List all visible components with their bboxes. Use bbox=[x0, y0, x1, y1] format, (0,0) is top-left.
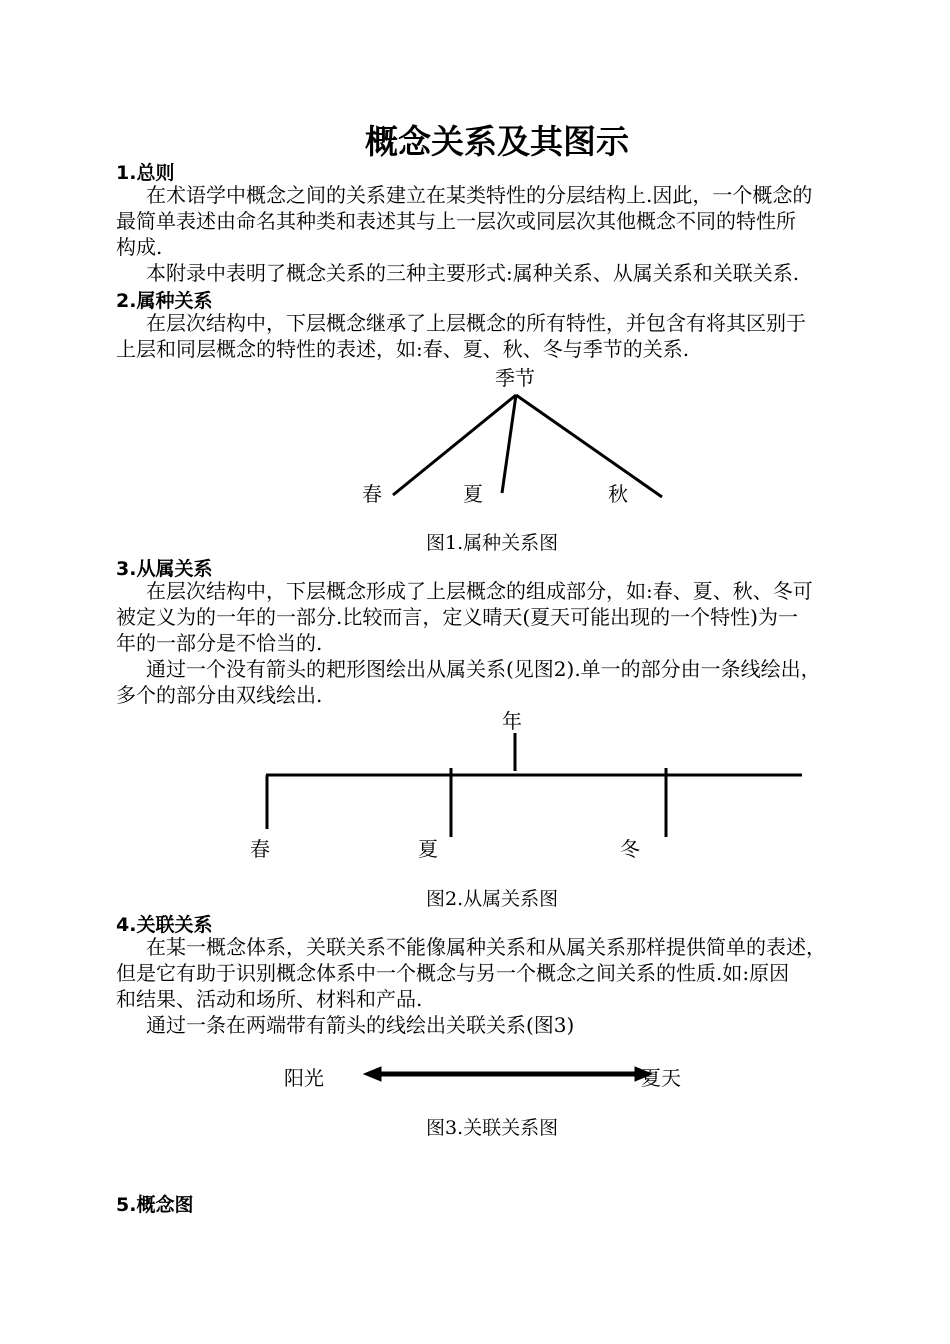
section-1-text-line: 在术语学中概念之间的关系建立在某类特性的分层结构上.因此，一个概念的 bbox=[146, 183, 813, 207]
section-5-heading: 5.概念图 bbox=[116, 1194, 194, 1216]
figure-3-label-sunlight: 阳光 bbox=[284, 1066, 324, 1090]
figure-2-label-year: 年 bbox=[502, 709, 522, 733]
section-3-text-line: 在层次结构中，下层概念形成了上层概念的组成部分，如:春、夏、秋、冬可 bbox=[146, 579, 813, 603]
section-1-heading: 1.总则 bbox=[116, 162, 175, 184]
section-1-text-line: 本附录中表明了概念关系的三种主要形式:属种关系、从属关系和关联关系. bbox=[146, 261, 800, 285]
figure-2-label-summer: 夏 bbox=[418, 837, 438, 861]
figure-1-label-season: 季节 bbox=[495, 366, 535, 390]
section-3-text-line: 通过一个没有箭头的耙形图绘出从属关系(见图2).单一的部分由一条线绘出， bbox=[146, 657, 821, 681]
figure-1-branch-summer bbox=[502, 395, 516, 493]
figure-3-arrowhead-left bbox=[364, 1067, 381, 1081]
section-2-heading: 2.属种关系 bbox=[116, 290, 213, 312]
section-3-text-line: 年的一部分是不恰当的. bbox=[116, 631, 323, 655]
section-4-text-line: 但是它有助于识别概念体系中一个概念与另一个概念之间关系的性质.如:原因 bbox=[116, 961, 790, 985]
figure-3-caption: 图3.关联关系图 bbox=[426, 1117, 559, 1139]
figure-2-caption: 图2.从属关系图 bbox=[426, 888, 559, 910]
page-title: 概念关系及其图示 bbox=[365, 122, 629, 161]
figure-2-label-winter: 冬 bbox=[620, 837, 640, 861]
section-2-text-line: 上层和同层概念的特性的表述，如:春、夏、秋、冬与季节的关系. bbox=[116, 337, 690, 361]
section-1-text-line: 最简单表述由命名其种类和表述其与上一层次或同层次其他概念不同的特性所 bbox=[116, 209, 796, 233]
figure-1-branch-spring bbox=[393, 395, 516, 495]
figure-2-label-spring: 春 bbox=[250, 837, 270, 861]
figure-1-branch-autumn bbox=[516, 395, 662, 497]
section-3-text-line: 被定义为的一年的一部分.比较而言，定义晴天(夏天可能出现的一个特性)为一 bbox=[116, 605, 798, 629]
section-3-heading: 3.从属关系 bbox=[116, 558, 213, 580]
section-3-text-line: 多个的部分由双线绘出. bbox=[116, 683, 323, 707]
figure-1-label-spring: 春 bbox=[362, 482, 382, 506]
section-2-text-line: 在层次结构中，下层概念继承了上层概念的所有特性，并包含有将其区别于 bbox=[146, 311, 806, 335]
figure-1-caption: 图1.属种关系图 bbox=[426, 532, 559, 554]
figure-3-label-summer: 夏天 bbox=[641, 1066, 681, 1090]
figure-1-label-autumn: 秋 bbox=[608, 482, 628, 506]
figure-1-label-summer: 夏 bbox=[463, 482, 483, 506]
section-4-text-line: 在某一概念体系，关联关系不能像属种关系和从属关系那样提供简单的表述， bbox=[146, 935, 826, 959]
section-1-text-line: 构成. bbox=[116, 235, 163, 259]
section-4-text-line: 和结果、活动和场所、材料和产品. bbox=[116, 987, 423, 1011]
section-4-heading: 4.关联关系 bbox=[116, 914, 213, 936]
section-4-text-line: 通过一条在两端带有箭头的线绘出关联关系(图3) bbox=[146, 1013, 575, 1037]
